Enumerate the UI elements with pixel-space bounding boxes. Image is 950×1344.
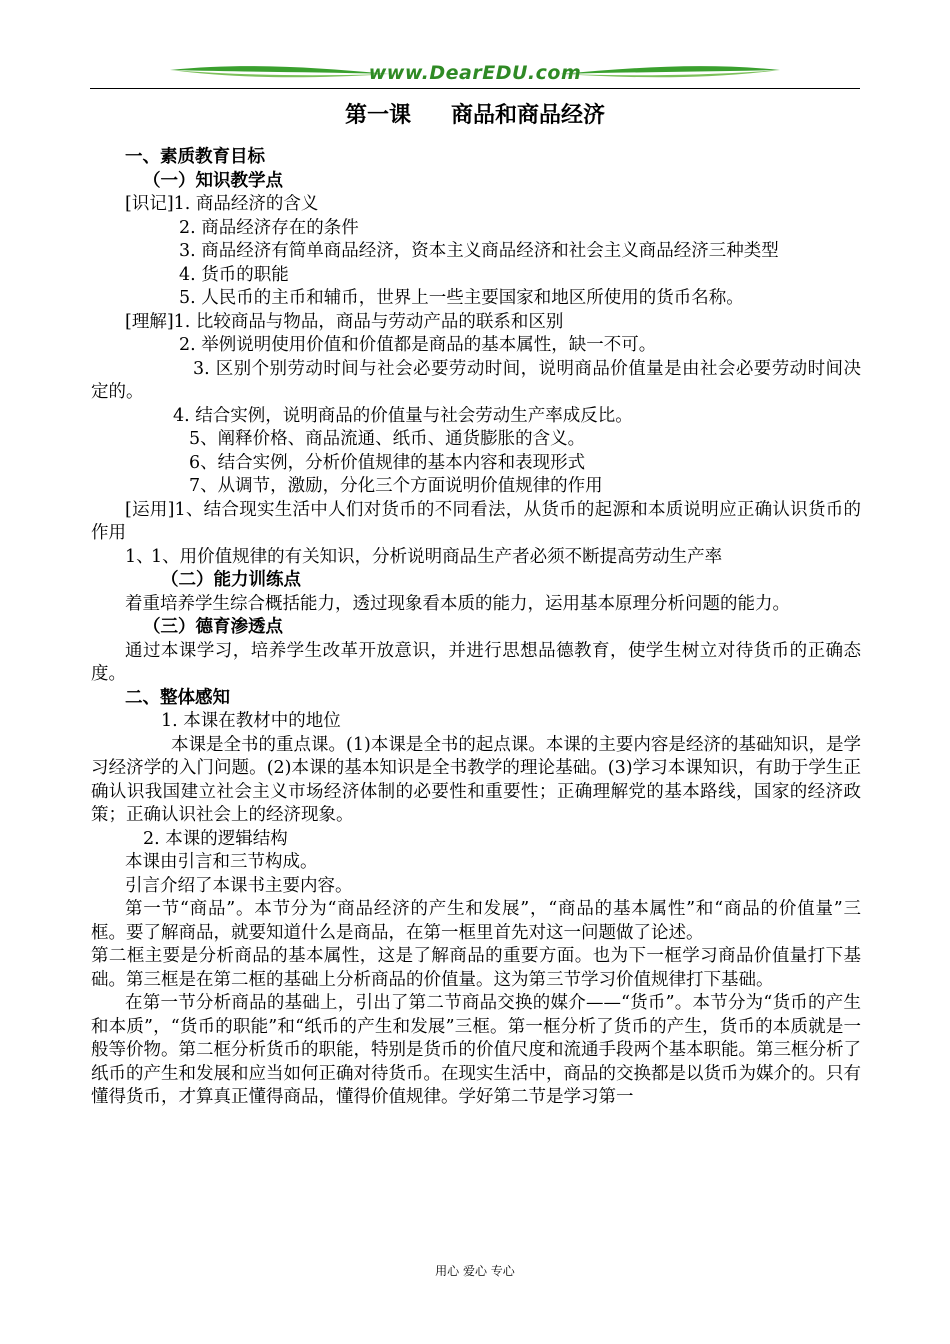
heading-goals: 一、素质教育目标: [125, 147, 265, 167]
paragraph: 本课由引言和三节构成。: [125, 852, 318, 872]
subheading-moral: （三）德育渗透点: [143, 617, 283, 637]
list-item: 2. 本课的逻辑结构: [143, 828, 288, 849]
paragraph: 引言介绍了本课书主要内容。: [125, 875, 353, 896]
page-footer: 用心 爱心 专心: [435, 1264, 515, 1278]
list-item: 1、用价值规律的有关知识，分析说明商品生产者必须不断提高劳动生产率: [151, 546, 723, 567]
list-item: [识记]1. 商品经济的含义: [125, 194, 319, 214]
numbered-item: [91, 546, 861, 570]
paragraph: 第一节“商品”。本节分为“商品经济的产生和发展”，“商品的基本属性”和“商品的价值量”三框。要了解商品，就要知道什么是商品，在第一框里首先对这一问题做了论述。: [91, 899, 861, 943]
site-header: [90, 58, 860, 90]
document-body: [91, 146, 861, 1110]
subheading-ability: （二）能力训练点: [161, 570, 301, 590]
list-item: 4. 货币的职能: [179, 264, 289, 285]
header-rule: [90, 88, 860, 89]
paragraph: 着重培养学生综合概括能力，透过现象看本质的能力，运用基本原理分析问题的能力。: [125, 593, 790, 614]
list-item: 3. 区别个别劳动时间与社会必要劳动时间，说明商品价值量是由社会必要劳动时间决定的。: [91, 358, 861, 402]
item-number: 1、: [125, 546, 154, 567]
subheading-knowledge: （一）知识教学点: [143, 170, 283, 191]
paragraph: 通过本课学习，培养学生改革开放意识，并进行思想品德教育，使学生树立对待货币的正确态度。: [91, 640, 861, 684]
list-item: 1. 本课在教材中的地位: [161, 711, 341, 731]
paragraph: 第二框主要是分析商品的基本属性，这是了解商品的重要方面。也为下一框学习商品价值量打下基础。第三框是在第二框的基础上分析商品的价值量。这为第三节学习价值规律打下基础。: [91, 946, 861, 990]
list-item: 2. 举例说明使用价值和价值都是商品的基本属性，缺一不可。: [179, 335, 657, 355]
list-item: 5、阐释价格、商品流通、纸币、通货膨胀的含义。: [189, 429, 586, 449]
page-title: [0, 98, 950, 129]
heading-overview: 二、整体感知: [125, 687, 230, 708]
list-item: 6、结合实例，分析价值规律的基本内容和表现形式: [189, 452, 586, 473]
paragraph: 本课是全书的重点课。(1)本课是全书的起点课。本课的主要内容是经济的基础知识，是学习经济学的入门问题。(2)本课的基本知识是全书教学的理论基础。(3)学习本课知识，有助于学生正确认识我国建立社会主义市场经济体制的必要性和重要性；正确理解党的基本路线，国家的经济政策；正确认识社会上的经济现象。: [91, 734, 861, 825]
list-item: 3. 商品经济有简单商品经济，资本主义商品经济和社会主义商品经济三种类型: [179, 241, 779, 261]
site-name[interactable]: www.DearEDU.com: [368, 62, 582, 84]
list-item: 7、从调节，激励，分化三个方面说明价值规律的作用: [189, 476, 603, 496]
list-item: [运用]1、结合现实生活中人们对货币的不同看法，从货币的起源和本质说明应正确认识货币的作用: [91, 499, 861, 543]
list-item: [理解]1. 比较商品与物品，商品与劳动产品的联系和区别: [125, 311, 564, 332]
list-item: 4. 结合实例，说明商品的价值量与社会劳动生产率成反比。: [173, 405, 633, 426]
lesson-number: 第一课: [344, 103, 411, 128]
list-item: 2. 商品经济存在的条件: [179, 217, 359, 238]
list-item: 5. 人民币的主币和辅币，世界上一些主要国家和地区所使用的货币名称。: [179, 288, 744, 308]
paragraph: 在第一节分析商品的基础上，引出了第二节商品交换的媒介——“货币”。本节分为“货币的产生和本质”，“货币的职能”和“纸币的产生和发展”三框。第一框分析了货币的产生，货币的本质就是一般等价物。第二框分析货币的职能，特别是货币的价值尺度和流通手段两个基本职能。第三框分析了纸币的产生和发展和应当如何正确对待货币。在现实生活中，商品的交换都是以货币为媒介的。只有懂得货币，才算真正懂得商品，懂得价值规律。学好第二节是学习第一: [91, 993, 861, 1107]
lesson-name: 商品和商品经济: [451, 103, 606, 128]
